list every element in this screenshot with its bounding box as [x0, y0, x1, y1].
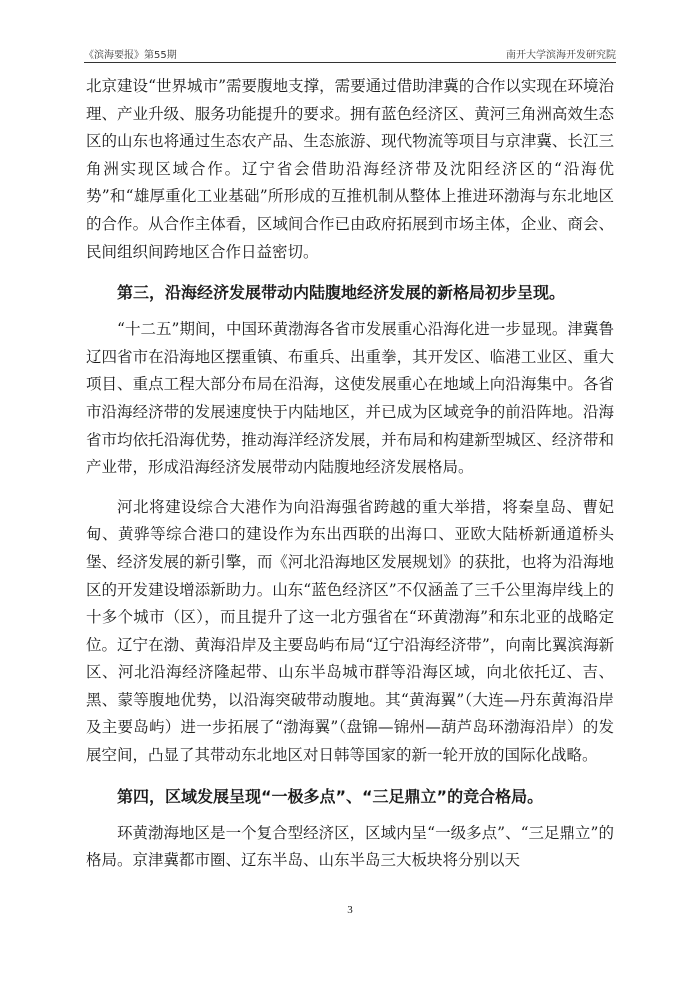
page-header — [84, 42, 616, 63]
article-body — [86, 73, 614, 875]
paragraph: 北京建设“世界城市”需要腹地支撑，需要通过借助津冀的合作以实现在环境治理、产业升级、服务功能提升的要求。拥有蓝色经济区、黄河三角洲高效生态区的山东也将通过生态农产品、生态旅游、现代物流等项目与京津冀、长江三角洲实现区域合作。辽宁省会借助沿海经济带及沈阳经济区的“沿海优势”和“雄厚重化工业基础”所形成的互推机制从整体上推进环渤海与东北地区的合作。从合作主体看，区域间合作已由政府拓展到市场主体，企业、商会、民间组织间跨地区合作日益密切。 — [86, 77, 614, 261]
header-institute: 南开大学滨海开发研究院 — [506, 50, 616, 61]
paragraph: 环黄渤海地区是一个复合型经济区，区域内呈“一级多点”、“三足鼎立”的格局。京津冀都市圈、辽东半岛、山东半岛三大板块将分别以天 — [86, 823, 614, 870]
section-heading-4: 第四，区域发展呈现“一极多点”、“三足鼎立”的竞合格局。 — [117, 786, 544, 806]
paragraph: “十二五”期间，中国环黄渤海各省市发展重心沿海化进一步显现。津冀鲁辽四省市在沿海地区摆重镇、布重兵、出重拳，其开发区、临港工业区、重大项目、重点工程大部分布局在沿海，这使发展重心在地域上向沿海集中。各省市沿海经济带的发展速度快于内陆地区，并已成为区域竞争的前沿阵地。沿海省市均依托沿海优势，推动海洋经济发展，并布局和构建新型城区、经济带和产业带，形成沿海经济发展带动内陆腹地经济发展格局。 — [86, 320, 614, 477]
section-heading-3: 第三，沿海经济发展带动内陆腹地经济发展的新格局初步呈现。 — [117, 283, 566, 303]
page-number: 3 — [347, 904, 353, 916]
paragraph: 河北将建设综合大港作为向沿海强省跨越的重大举措，将秦皇岛、曹妃甸、黄骅等综合港口的建设作为东出西联的出海口、亚欧大陆桥新通道桥头堡、经济发展的新引擎，而《河北沿海地区发展规划》的获批，也将为沿海地区的开发建设增添新助力。山东“蓝色经济区”不仅涵盖了三千公里海岸线上的十多个城市（区），而且提升了这一北方强省在“环黄渤海”和东北亚的战略定位。辽宁在渤、黄海沿岸及主要岛屿布局“辽宁沿海经济带”，向南比翼滨海新区、河北沿海经济隆起带、山东半岛城市群等沿海区域，向北依托辽、吉、黑、蒙等腹地优势，以沿海突破带动腹地。其“黄海翼”（大连—丹东黄海沿岸及主要岛屿）进一步拓展了“渤海翼”（盘锦—锦州—葫芦岛环渤海沿岸）的发展空间，凸显了其带动东北地区对日韩等国家的新一轮开放的国际化战略。 — [86, 497, 614, 765]
header-publication: 《滨海要报》第55期 — [84, 50, 177, 61]
